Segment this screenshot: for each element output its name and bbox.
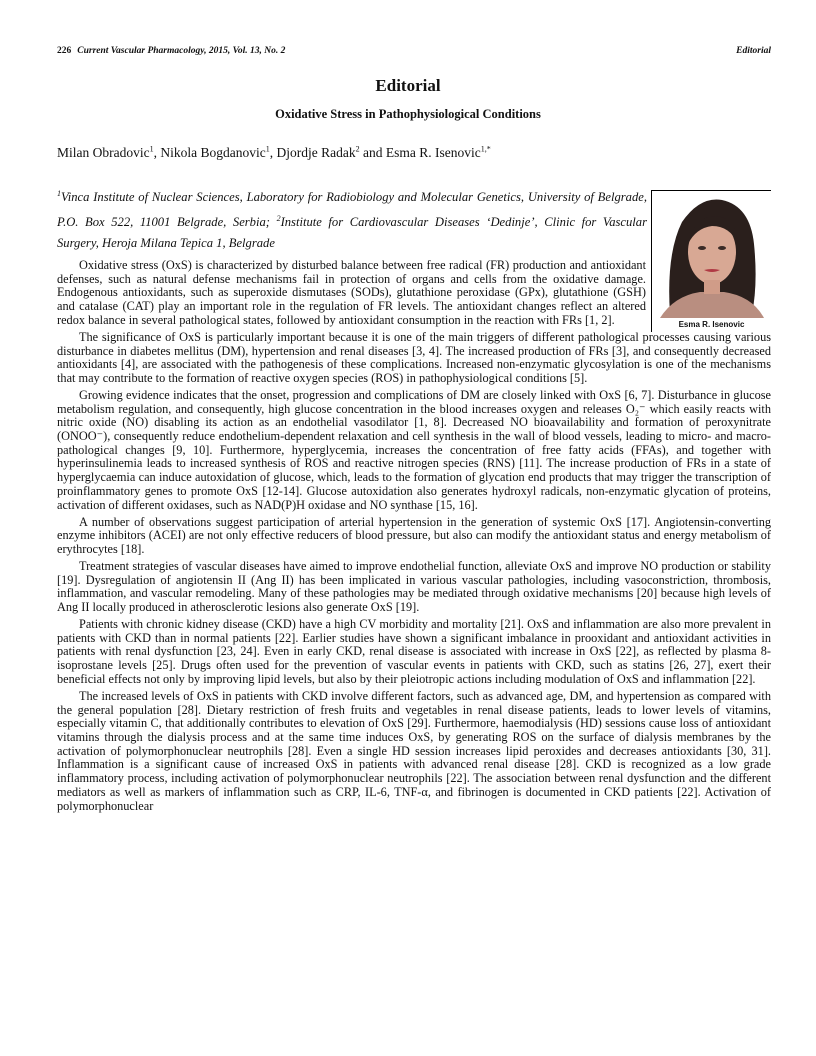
journal-name: Current Vascular Pharmacology, 2015, Vol. 13, No. 2 xyxy=(77,46,286,56)
affiliations: $^1$Vinca Institute of Nuclear Sciences, Laboratory for Radiobiology and Molecular Genetics, University of Belgrade, P.O. Box 522, 11001 Belgrade, Serbia; $^2$Institute for Cardiovascular Diseases ‘Dedinje’, Clinic for Vascular Surgery, Heroja Milana Tepica 1, Belgrade xyxy=(57,189,647,251)
photo-caption: Esma R. Isenovic xyxy=(678,320,745,329)
article-type-heading: Editorial xyxy=(375,76,441,95)
affiliation: Institute for Cardiovascular Diseases ‘Dedinje’, Clinic for Vascular Surgery, Heroja Milana Tepica 1, Belgrade xyxy=(57,215,647,251)
author: Esma R. Isenovic$^{1,*}$ xyxy=(385,144,491,160)
affiliation: Vinca Institute of Nuclear Sciences, Laboratory for Radiobiology and Molecular Genetics, University of Belgrade, P.O. Box 522, 11001 Belgrade, Serbia; xyxy=(57,190,647,230)
section-label: Editorial xyxy=(736,46,771,56)
paragraph: Treatment strategies of vascular diseases have aimed to improve endothelial function, alleviate OxS and improve NO production or stability [19]. Dysregulation of angiotensin II (Ang II) has been implicated in various vascular pathologies, including vasoconstriction, thrombosis, inflammation, and vascular remodeling. Many of these pathologies may be mediated through oxidative mechanisms [20] because high levels of Ang II locally produced in atherosclerotic lesions also generate OxS [19]. xyxy=(57,558,771,615)
paragraph: Patients with chronic kidney disease (CKD) have a high CV morbidity and mortality [21]. OxS and inflammation are also more prevalent in patients with CKD than in normal patients [22]. Earlier studies have shown a significant imbalance in prooxidant and antioxidant activities in patients with renal dysfunction [23, 24]. Even in early CKD, renal disease is associated with increase in OxS [22], as reflected by plasma 8-isoprostane levels [25]. Drugs often used for the prevention of vascular events in patients with CKD, such as statins [26, 27], exert their beneficial effects not only by improving lipid levels, but also by their pleiotropic actions including modulation of OxS and inflammation [22]. xyxy=(57,617,771,686)
paragraph: The significance of OxS is particularly important because it is one of the main triggers of different pathological processes causing various disturbance in diabetes mellitus (DM), hypertension and renal diseases [3, 4]. The increased production of FRs [3], and consequently decreased antioxidants [4], are associated with the pathogenesis of these complications. Increased non-enzymatic glycosylation is one of the mechanisms that may contribute to the formation of reactive oxygen species (ROS) in pathophysiological conditions [5]. xyxy=(57,329,771,385)
paragraph: Oxidative stress (OxS) is characterized by disturbed balance between free radical (FR) production and antioxidant defenses, such as natural defense mechanisms fail in protection of organs and cells from the oxidative damage. Endogenous antioxidants, such as superoxide dismutases (SODs), glutathione peroxidase (GPx), glutathione (GSH) and catalase (CAT) play an important role in the regulation of FR levels. The antioxidant changes reflect an altered redox balance in several pathological states, followed by antioxidant consumption in the reaction with FRs [1, 2]. xyxy=(57,258,646,327)
author: Nikola Bogdanovic$^1$, xyxy=(160,144,277,160)
author-list xyxy=(57,144,491,161)
author: Milan Obradovic$^1$, xyxy=(57,144,161,160)
article-title: Oxidative Stress in Pathophysiological Conditions xyxy=(275,107,541,121)
paragraph: Growing evidence indicates that the onset, progression and complications of DM are closely linked with OxS [6, 7]. Disturbance in glucose metabolism regulation, and consequently, high glucose concentration in the blood increases oxygen and releases O₂⁻ which easily reacts with nitric oxide (NO) disabling its action as an endothelial vasodilator [1, 8]. Decreased NO bioavailability and formation of peroxynitrate (ONOO⁻), consequently reduce endothelium-dependent relaxation and cell synthesis in the wall of blood vessels, leading to micro- and macro-pathological changes [9, 10]. Furthermore, hyperglycemia, increases the concentration of free fatty acids (FFAs), and together with hyperinsulinemia leads to increased synthesis of ROS and reactive nitrogen species (RNS) [11]. The increase production of FRs in a state of hyperglycaemia can induce autoxidation of glucose, which, leads to the formation of glycation end products that may trigger the transcription of proinflammatory genes to promote OxS [12-14]. Glucose autoxidation also generates hydroxyl radicals, non-enzymatic glycation of proteins, activation of different oxidases, such as NAD(P)H oxidase and NO synthase [15, 16]. xyxy=(57,387,771,512)
article-body xyxy=(57,259,771,817)
paragraph: A number of observations suggest participation of arterial hypertension in the generation of systemic OxS [17]. Angiotensin-converting enzyme inhibitors (ACEI) are not only effective reducers of blood pressure, but also can modify the antioxidant status and energy metabolism of erythrocytes [18]. xyxy=(57,514,771,556)
journal-citation xyxy=(57,46,285,56)
running-header xyxy=(57,46,771,56)
author: Djordje Radak$^2$ and xyxy=(276,144,386,160)
paragraph: The increased levels of OxS in patients with CKD involve different factors, such as advanced age, DM, and hypertension as compared with the general population [28]. Dietary restriction of fresh fruits and vegetables in renal disease patients, leads to lower levels of vitamins, especially vitamin C, that additionally contributes to elevation of OxS [29]. Furthermore, haemodialysis (HD) sessions cause loss of antioxidant vitamins through the dialysis process and at the same time induces OxS, by generating ROS on the surface of dialysis membranes by the activation of polymorphonuclear neutrophils [28]. Even a single HD session increases lipid peroxides and decreases antioxidants [30, 31]. Inflammation is a significant cause of increased OxS in patients with advanced renal disease [28]. CKD is recognized as a low grade inflammatory process, including activation of polymorphonuclear neutrophils [22]. The association between renal dysfunction and the different mediators as well as markers of inflammation such as CRP, IL-6, TNF-α, and fibrinogen is documented in CKD patients [22]. Activation of polymorphonuclear xyxy=(57,688,771,813)
page-number: 226 xyxy=(57,46,72,56)
